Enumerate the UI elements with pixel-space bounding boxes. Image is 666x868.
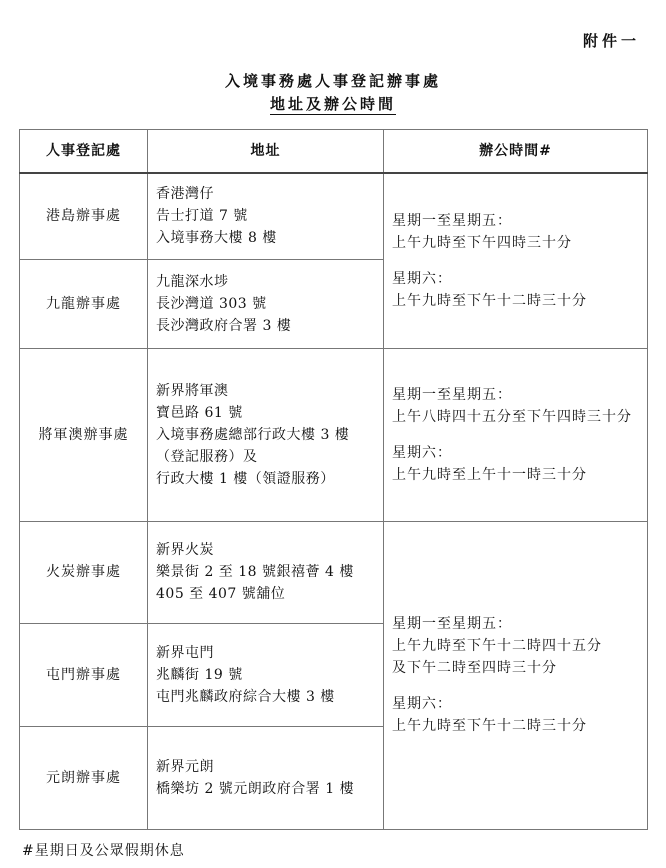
saturday-label: 星期六： [392, 444, 452, 461]
office-address [148, 259, 384, 348]
office-name: 將軍澳辦事處 [20, 348, 148, 521]
annex-label: 附件一 [582, 32, 640, 50]
office-name: 屯門辦事處 [20, 623, 148, 726]
weekday-hours: 上午九時至下午四時三十分 [392, 234, 572, 251]
office-address [148, 726, 384, 829]
saturday-label: 星期六： [392, 696, 452, 712]
address-line: 九龍深水埗 [156, 273, 229, 290]
office-hours [384, 348, 648, 521]
address-line: 香港灣仔 [156, 186, 214, 203]
weekday-label: 星期一至星期五： [392, 212, 512, 229]
address-line: 入境事務大樓 8 樓 [156, 230, 277, 247]
table-row [20, 521, 648, 623]
weekday-label: 星期一至星期五： [392, 386, 512, 403]
address-line: 長沙灣政府合署 3 樓 [156, 317, 292, 334]
document-title: 入境事務處人事登記辦事處 [224, 72, 441, 90]
address-line: 寶邑路 61 號 [156, 404, 243, 421]
table-row [20, 173, 648, 259]
header-office: 人事登記處 [20, 130, 148, 174]
office-address [148, 173, 384, 259]
table-row [20, 348, 648, 521]
saturday-hours: 上午九時至下午十二時三十分 [392, 718, 587, 734]
offices-table [19, 129, 648, 830]
address-line: 新界將軍澳 [156, 382, 229, 399]
office-name: 火炭辦事處 [20, 521, 148, 623]
address-line: 橋樂坊 2 號元朗政府合署 1 樓 [156, 780, 355, 797]
address-line: 長沙灣道 303 號 [156, 295, 267, 312]
office-hours [384, 521, 648, 829]
weekday-hours-afternoon: 及下午二時至四時三十分 [392, 660, 557, 676]
office-name: 九龍辦事處 [20, 259, 148, 348]
saturday-hours: 上午九時至上午十一時三十分 [392, 466, 587, 483]
saturday-label: 星期六： [392, 270, 452, 287]
office-name: 港島辦事處 [20, 173, 148, 259]
address-line: 405 至 407 號舖位 [156, 586, 286, 602]
table-header-row [20, 130, 648, 174]
address-line: 屯門兆麟政府綜合大樓 3 樓 [156, 688, 335, 705]
office-address [148, 521, 384, 623]
address-line: （登記服務）及 [156, 448, 258, 465]
saturday-hours: 上午九時至下午十二時三十分 [392, 292, 587, 309]
office-address [148, 623, 384, 726]
address-line: 新界火炭 [156, 542, 214, 558]
header-hours: 辦公時間# [384, 130, 648, 174]
address-line: 新界屯門 [156, 644, 214, 661]
header-address: 地址 [148, 130, 384, 174]
address-line: 告士打道 7 號 [156, 208, 248, 225]
office-address [148, 348, 384, 521]
footnote: #星期日及公眾假期休息 [22, 843, 185, 859]
office-name: 元朗辦事處 [20, 726, 148, 829]
office-hours [384, 173, 648, 348]
address-line: 入境事務處總部行政大樓 3 樓 [156, 426, 350, 443]
document-subtitle-text: 地址及辦公時間 [269, 95, 396, 113]
address-line: 新界元朗 [156, 758, 214, 775]
address-line: 兆麟街 19 號 [156, 666, 243, 683]
weekday-hours: 上午九時至下午十二時四十五分 [392, 638, 602, 654]
weekday-hours: 上午八時四十五分至下午四時三十分 [392, 408, 632, 425]
address-line: 行政大樓 1 樓（領證服務） [156, 470, 335, 487]
weekday-label: 星期一至星期五： [392, 616, 512, 632]
address-line: 樂景街 2 至 18 號銀禧薈 4 樓 [156, 564, 354, 580]
document-subtitle [0, 93, 666, 114]
